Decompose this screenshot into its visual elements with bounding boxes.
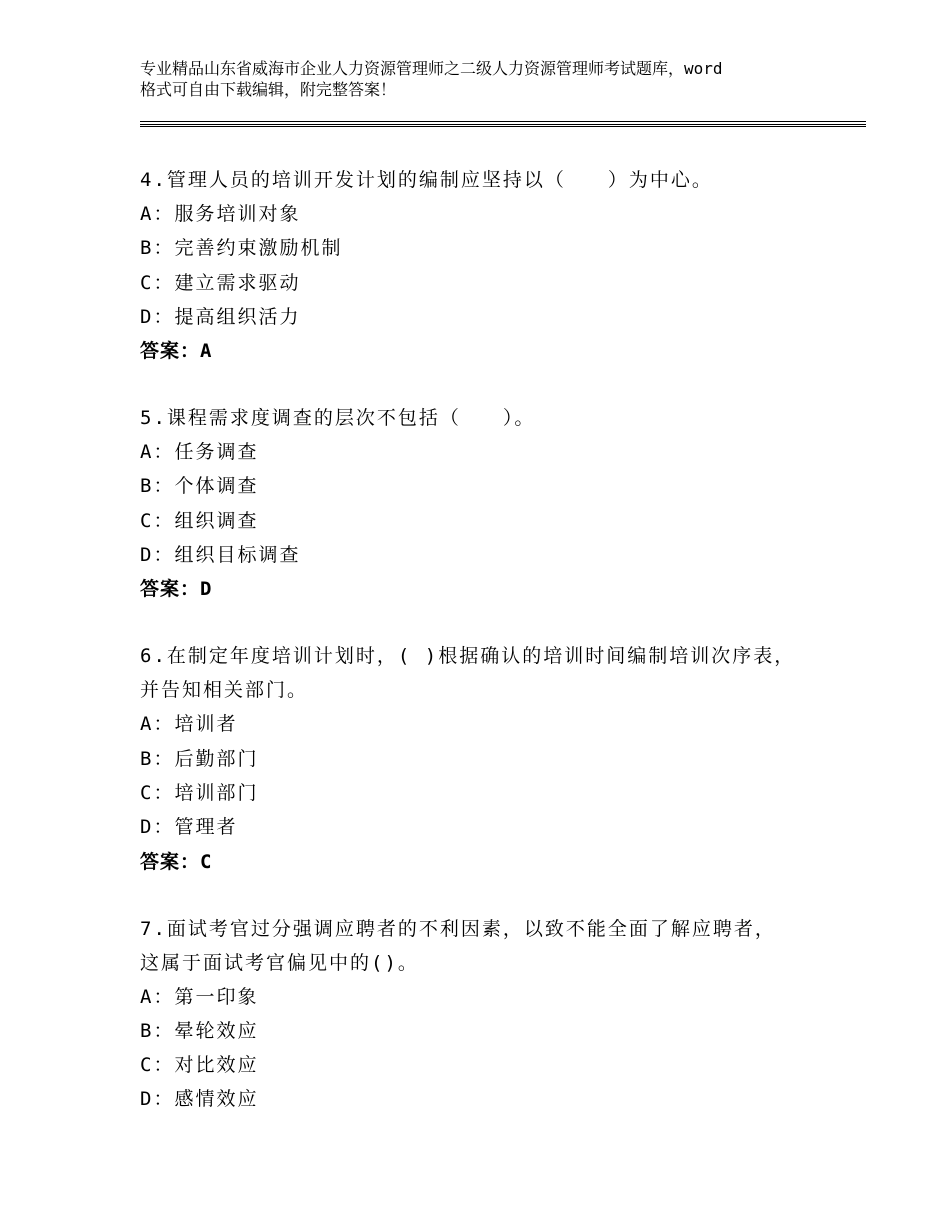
option-d: D：组织目标调查: [140, 544, 301, 567]
header-title-line-2: 格式可自由下载编辑，附完整答案！: [140, 80, 397, 99]
question-4: [140, 163, 840, 368]
question-stem-line-1: 7.面试考官过分强调应聘者的不利因素，以致不能全面了解应聘者，: [140, 917, 776, 940]
answer: 答案：A: [140, 340, 213, 363]
question-stem-line-2: 这属于面试考官偏见中的()。: [140, 951, 419, 974]
option-d: D：提高组织活力: [140, 305, 301, 328]
option-a: A：第一印象: [140, 985, 259, 1008]
option-c: C：建立需求驱动: [140, 271, 301, 294]
option-b: B：后勤部门: [140, 747, 259, 770]
option-b: B：晕轮效应: [140, 1019, 259, 1042]
option-a: A：培训者: [140, 713, 238, 736]
question-7: [140, 912, 840, 1117]
option-c: C：对比效应: [140, 1054, 259, 1077]
answer: 答案：D: [140, 578, 213, 601]
document-header: [140, 58, 840, 100]
question-stem-line-1: 6.在制定年度培训计划时，( )根据确认的培训时间编制培训次序表，: [140, 645, 796, 668]
question-6: [140, 639, 840, 878]
option-d: D：管理者: [140, 816, 238, 839]
header-divider-secondary: [140, 126, 866, 127]
option-c: C：培训部门: [140, 781, 259, 804]
header-title-line-1: 专业精品山东省威海市企业人力资源管理师之二级人力资源管理师考试题库，word: [140, 59, 723, 78]
question-5: [140, 401, 840, 606]
option-b: B：个体调查: [140, 475, 259, 498]
question-stem-line-2: 并告知相关部门。: [140, 679, 309, 702]
question-list: [140, 163, 840, 1150]
option-a: A：服务培训对象: [140, 203, 301, 225]
answer: 答案：C: [140, 850, 213, 873]
option-c: C：组织调查: [140, 509, 259, 532]
option-b: B：完善约束激励机制: [140, 237, 343, 260]
header-divider: [140, 121, 866, 125]
question-stem: 5.课程需求度调查的层次不包括（ ）。: [140, 407, 536, 430]
option-d: D：感情效应: [140, 1088, 259, 1111]
option-a: A：任务调查: [140, 441, 259, 464]
question-stem: 4.管理人员的培训开发计划的编制应坚持以（ ）为中心。: [140, 169, 713, 191]
